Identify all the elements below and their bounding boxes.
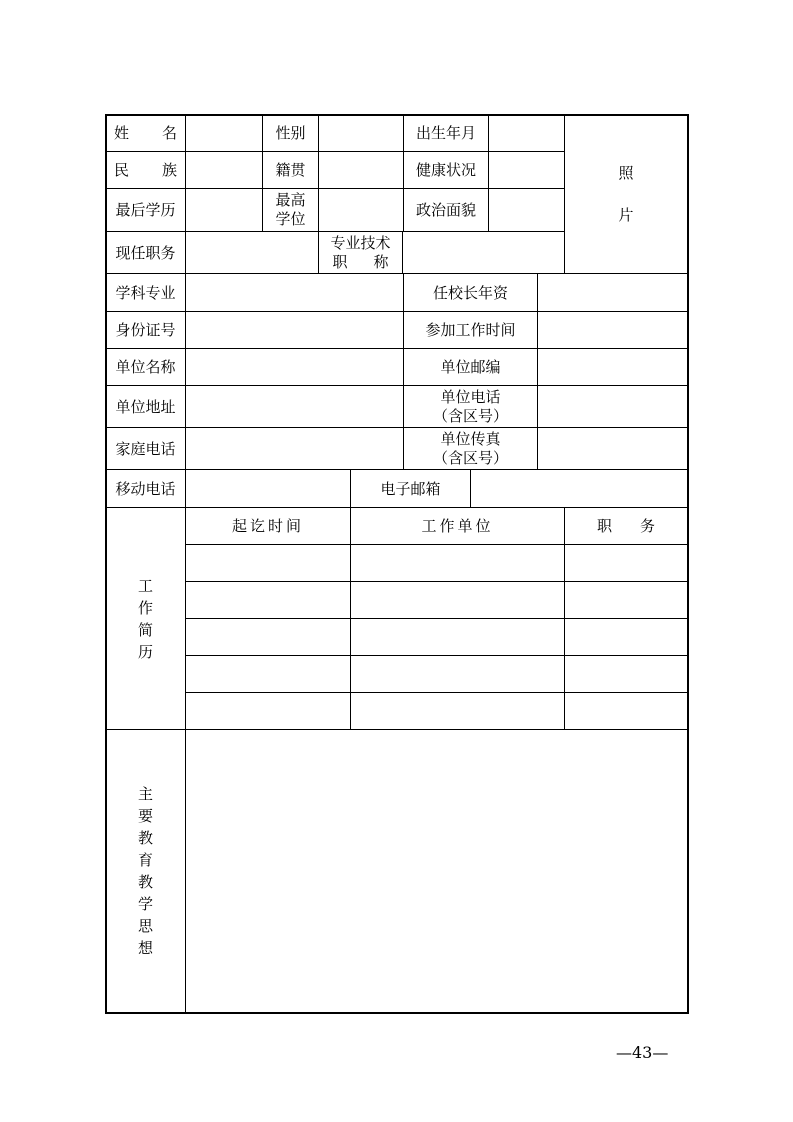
unit-fax-label-line1: 单位传真 [440, 429, 501, 448]
degree-label [263, 189, 318, 231]
name-label-char2: 名 [161, 124, 177, 142]
unit-postcode-label: 单位邮编 [440, 358, 501, 376]
ethnicity-label-char2: 族 [161, 161, 177, 179]
work-history-char1: 工 [137, 576, 153, 595]
photo-label-char1: 照 [618, 164, 634, 182]
history-row-4-period[interactable] [186, 656, 350, 692]
subject-label: 学科专业 [115, 283, 176, 302]
pro-title-field[interactable] [403, 232, 564, 273]
health-label: 健康状况 [415, 161, 476, 179]
mobile-field[interactable] [186, 470, 350, 507]
col-duty-header [565, 508, 687, 544]
unit-name-label: 单位名称 [115, 358, 176, 376]
pro-title-label [319, 232, 402, 273]
unit-phone-field[interactable] [538, 386, 687, 427]
history-row-5-period[interactable] [186, 693, 350, 729]
history-row-1-duty[interactable] [565, 545, 687, 581]
history-row-4-duty[interactable] [565, 656, 687, 692]
native-place-field[interactable] [319, 152, 403, 188]
education-field[interactable] [186, 189, 262, 231]
subject-field[interactable] [186, 274, 403, 311]
education-label: 最后学历 [115, 201, 176, 219]
border-right [687, 114, 689, 1014]
history-row-1-period[interactable] [186, 545, 350, 581]
work-start-field[interactable] [538, 312, 687, 348]
home-phone-label: 家庭电话 [115, 439, 176, 458]
history-row-3-duty[interactable] [565, 619, 687, 655]
history-row-2-period[interactable] [186, 582, 350, 618]
teaching-thought-char8: 想 [137, 939, 153, 957]
position-label: 现任职务 [115, 243, 176, 262]
gender-label: 性别 [275, 124, 306, 142]
teaching-thought-char6: 学 [137, 895, 153, 913]
pro-title-label-char2: 称 [373, 252, 389, 271]
unit-phone-label-line2: （含区号） [432, 406, 508, 425]
photo-label-char2: 片 [618, 206, 634, 224]
ethnicity-label [106, 152, 185, 188]
ethnicity-field[interactable] [186, 152, 262, 188]
col-period-header: 起讫时间 [231, 517, 304, 535]
position-field[interactable] [186, 232, 318, 273]
col-unit-header: 工作单位 [421, 517, 494, 535]
unit-phone-label-line1: 单位电话 [440, 387, 501, 406]
unit-fax-label [404, 428, 537, 469]
degree-label-line2: 学位 [275, 210, 306, 228]
work-history-char3: 简 [137, 620, 153, 639]
principal-years-field[interactable] [538, 274, 687, 311]
pro-title-label-line2 [333, 253, 389, 272]
work-history-char4: 历 [137, 642, 153, 661]
unit-fax-field[interactable] [538, 428, 687, 469]
id-label: 身份证号 [115, 321, 176, 339]
teaching-thought-field[interactable] [186, 730, 687, 1012]
teaching-thought-section-label [106, 730, 185, 1012]
name-label [106, 115, 185, 151]
history-row-1-unit[interactable] [351, 545, 564, 581]
political-label: 政治面貌 [415, 201, 476, 219]
id-field[interactable] [186, 312, 403, 348]
history-row-5-duty[interactable] [565, 693, 687, 729]
unit-phone-label [404, 386, 537, 427]
teaching-thought-char4: 育 [137, 851, 153, 869]
gender-field[interactable] [319, 115, 403, 151]
work-history-section-label [106, 508, 185, 729]
history-row-2-unit[interactable] [351, 582, 564, 618]
email-field[interactable] [471, 470, 687, 507]
principal-years-label: 任校长年资 [432, 283, 508, 302]
teaching-thought-char1: 主 [137, 785, 153, 803]
work-start-label: 参加工作时间 [425, 321, 516, 339]
pro-title-label-line1: 专业技术 [330, 233, 391, 252]
col-duty-char1: 职 [596, 517, 612, 535]
col-duty-char2: 务 [640, 517, 656, 535]
history-row-4-unit[interactable] [351, 656, 564, 692]
birth-field[interactable] [489, 115, 564, 151]
ethnicity-label-char1: 民 [114, 161, 130, 179]
history-row-3-unit[interactable] [351, 619, 564, 655]
mobile-label: 移动电话 [115, 479, 176, 498]
teaching-thought-char3: 教 [137, 829, 153, 847]
name-label-char1: 姓 [114, 124, 130, 142]
pro-title-label-char1: 职 [332, 252, 348, 271]
political-field[interactable] [489, 189, 564, 231]
native-place-label: 籍贯 [275, 161, 306, 179]
history-row-3-period[interactable] [186, 619, 350, 655]
history-row-2-duty[interactable] [565, 582, 687, 618]
page-number: —43— [616, 1043, 669, 1062]
teaching-thought-char2: 要 [137, 807, 153, 825]
home-phone-field[interactable] [186, 428, 403, 469]
photo-box[interactable] [565, 115, 687, 273]
email-label: 电子邮箱 [380, 479, 441, 498]
teaching-thought-char7: 思 [137, 917, 153, 935]
unit-name-field[interactable] [186, 349, 403, 385]
history-row-5-unit[interactable] [351, 693, 564, 729]
name-field[interactable] [186, 115, 262, 151]
work-history-char2: 作 [137, 598, 153, 617]
degree-label-line1: 最高 [275, 191, 306, 209]
unit-address-label: 单位地址 [115, 397, 176, 416]
unit-fax-label-line2: （含区号） [432, 448, 508, 467]
teaching-thought-char5: 教 [137, 873, 153, 891]
birth-label: 出生年月 [415, 124, 476, 142]
health-field[interactable] [489, 152, 564, 188]
unit-address-field[interactable] [186, 386, 403, 427]
unit-postcode-field[interactable] [538, 349, 687, 385]
border-bottom [105, 1012, 689, 1014]
degree-field[interactable] [319, 189, 403, 231]
